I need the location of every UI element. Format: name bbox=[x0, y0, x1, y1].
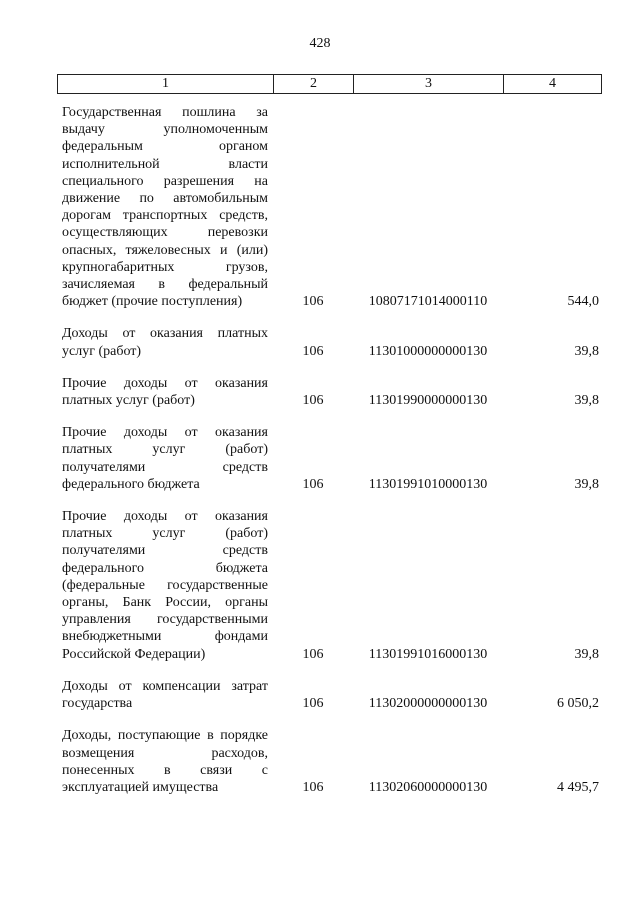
column-header-2: 2 bbox=[274, 75, 354, 94]
column-header-table bbox=[57, 74, 602, 94]
table-row bbox=[57, 375, 601, 409]
row-budget-code: 11301991010000130 bbox=[368, 476, 488, 492]
row-budget-code: 10807171014000110 bbox=[368, 294, 488, 310]
page-number: 428 bbox=[309, 36, 331, 51]
row-admin-code: 106 bbox=[302, 343, 324, 359]
row-amount: 39,8 bbox=[574, 343, 599, 359]
row-budget-code: 11302000000000130 bbox=[368, 696, 488, 712]
row-amount: 39,8 bbox=[574, 393, 599, 409]
row-amount: 39,8 bbox=[574, 476, 599, 492]
row-admin-code: 106 bbox=[302, 696, 324, 712]
row-description: Государственная пошлина за выдачу уполномоченным федеральным органом исполнительной власти специального разрешения на движение по автомобильным дорогам транспортных средств, осуществляющих перевозки опасных, тяжеловесных и (или) крупногабаритных грузов, зачисляемая в федеральный бюджет (прочие поступления) bbox=[62, 105, 268, 310]
row-budget-code: 11301991016000130 bbox=[368, 646, 488, 662]
row-budget-code: 11301990000000130 bbox=[368, 393, 488, 409]
row-description: Доходы от оказания платных услуг (работ) bbox=[62, 326, 268, 359]
table-row bbox=[57, 727, 601, 796]
row-description: Прочие доходы от оказания платных услуг (работ) получателями средств федерального бюджета bbox=[62, 425, 268, 492]
row-admin-code: 106 bbox=[302, 393, 324, 409]
table-row bbox=[57, 678, 601, 712]
table-row bbox=[57, 424, 601, 493]
row-description: Доходы, поступающие в порядке возмещения расходов, понесенных в связи с эксплуатацией имущества bbox=[62, 728, 268, 795]
row-budget-code: 11301000000000130 bbox=[368, 343, 488, 359]
table-row bbox=[57, 508, 601, 663]
row-description: Прочие доходы от оказания платных услуг (работ) получателями средств федерального бюджета (федеральные государственные органы, Банк России, органы управления государственными внебюджетными фондами Российской Федерации) bbox=[62, 509, 268, 662]
row-amount: 6 050,2 bbox=[557, 696, 599, 712]
column-header-1: 1 bbox=[58, 75, 274, 94]
table-row bbox=[57, 325, 601, 359]
row-admin-code: 106 bbox=[302, 476, 324, 492]
row-amount: 4 495,7 bbox=[557, 779, 599, 795]
revenue-table-body bbox=[57, 104, 601, 811]
row-description: Прочие доходы от оказания платных услуг (работ) bbox=[62, 375, 268, 409]
column-header-4: 4 bbox=[504, 75, 602, 94]
column-header-3: 3 bbox=[354, 75, 504, 94]
row-admin-code: 106 bbox=[302, 779, 324, 795]
row-budget-code: 11302060000000130 bbox=[368, 779, 488, 795]
row-amount: 39,8 bbox=[574, 646, 599, 662]
column-header-row bbox=[58, 75, 602, 94]
row-admin-code: 106 bbox=[302, 646, 324, 662]
row-description: Доходы от компенсации затрат государства bbox=[62, 678, 268, 712]
table-row bbox=[57, 104, 601, 310]
row-amount: 544,0 bbox=[567, 294, 599, 310]
row-admin-code: 106 bbox=[302, 294, 324, 310]
